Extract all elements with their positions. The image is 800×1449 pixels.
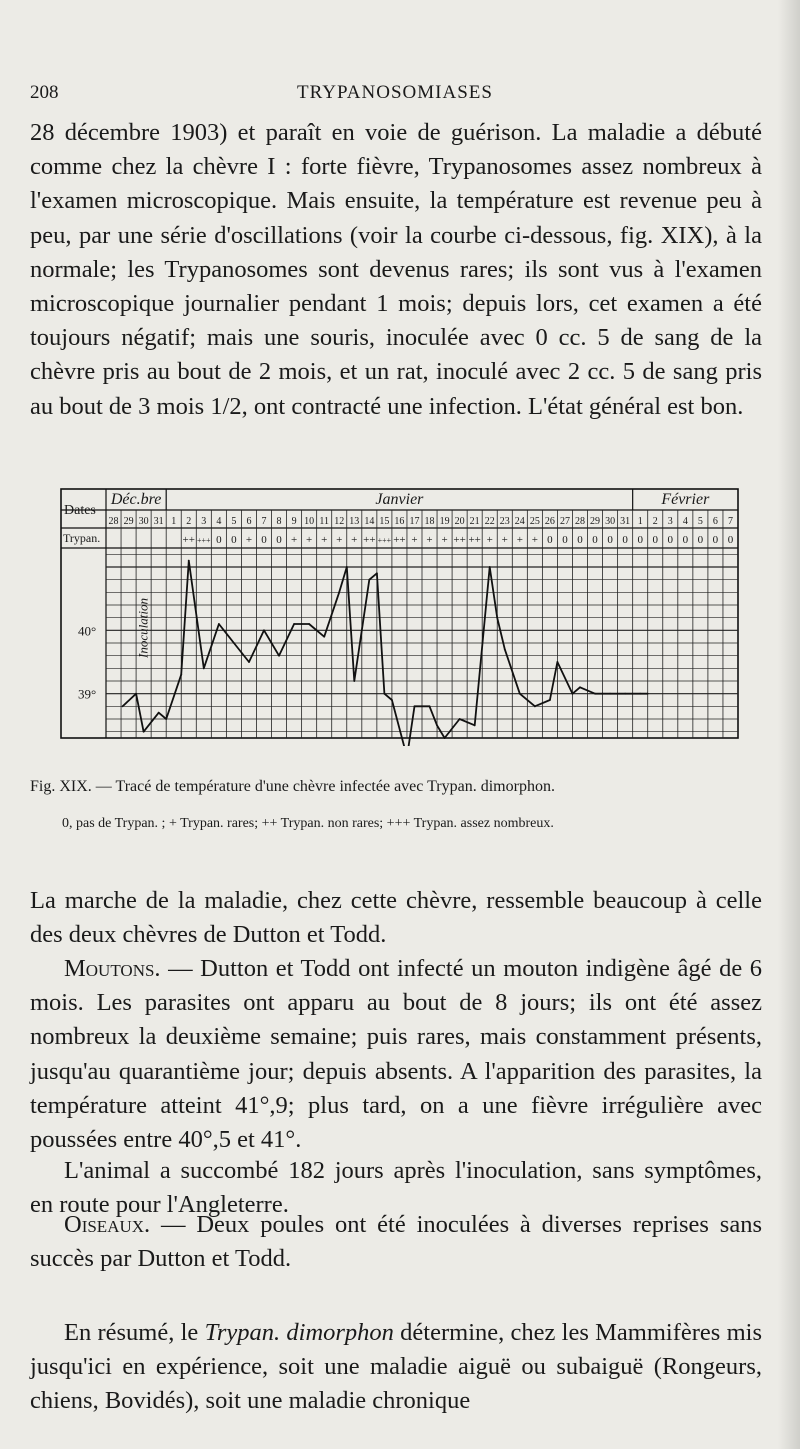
day-label: 30 bbox=[605, 516, 616, 527]
day-label: 29 bbox=[590, 516, 601, 527]
trypan-mark: 0 bbox=[592, 534, 598, 546]
section-lead-moutons: Moutons. bbox=[64, 955, 161, 982]
trypan-mark: 0 bbox=[276, 534, 282, 546]
day-label: 14 bbox=[364, 516, 375, 527]
day-label: 2 bbox=[652, 516, 658, 527]
paragraph-5-text: — Deux poules ont été inoculées à diverses reprises sans succès par Dutton et Todd. bbox=[30, 1211, 762, 1273]
trypan-mark: 0 bbox=[562, 534, 568, 546]
trypan-mark: + bbox=[486, 534, 493, 546]
paragraph-3-text: — Dutton et Todd ont infecté un mouton indigène âgé de 6 mois. Les parasites ont apparu au bout de 8 jours; ils ont été assez nombreux la deuxième semaine; puis rares, mais constamment présents, jusqu'au quarantième jour; depuis absents. A l'apparition des parasites, la température atteint 41°,9; plus tard, on a une fièvre irrégulière avec poussées entre 40°,5 et 41°. bbox=[30, 955, 762, 1154]
trypan-mark: 0 bbox=[727, 534, 734, 546]
temperature-line bbox=[123, 561, 648, 746]
day-label: 2 bbox=[186, 516, 192, 527]
day-label: 21 bbox=[469, 516, 480, 527]
trypan-mark: +++ bbox=[197, 536, 211, 545]
paragraph-1: 28 décembre 1903) et paraît en voie de guérison. La maladie a débuté comme chez la chèvre I : forte fièvre, Trypanosomes assez nombreux à l'examen microscopique. Mais ensuite, la température est revenue peu à peu, par une série d'oscillations (voir la courbe ci-dessous, fig. XIX), à la normale; les Trypanosomes sont devenus rares; ils sont vus à l'examen microscopique journalier pendant 1 mois; depuis lors, cet examen a été toujours négatif; mais une souris, inoculée avec 0 cc. 5 de sang de la chèvre pris au bout de 2 mois, et un rat, inoculé avec 2 cc. 5 de sang pris au bout de 3 mois 1/2, ont contracté une infection. L'état général est bon. bbox=[30, 119, 762, 420]
temperature-point bbox=[414, 705, 416, 707]
temperature-point bbox=[579, 686, 581, 688]
trypan-mark: ++ bbox=[363, 534, 376, 546]
trypan-mark: ++ bbox=[182, 534, 195, 546]
figure-legend: 0, pas de Trypan. ; + Trypan. rares; ++ Trypan. non rares; +++ Trypan. assez nombreux. bbox=[62, 816, 554, 831]
temperature-point bbox=[308, 623, 310, 625]
temperature-point bbox=[323, 636, 325, 638]
temperature-point bbox=[122, 705, 124, 707]
temperature-point bbox=[519, 693, 521, 695]
day-label: 30 bbox=[138, 516, 149, 527]
paragraph-4: L'animal a succombé 182 jours après l'inoculation, sans symptômes, en route pour l'Angleterre. bbox=[30, 1157, 762, 1219]
page-header bbox=[30, 82, 760, 106]
day-label: 7 bbox=[261, 516, 267, 527]
trypan-mark: ++ bbox=[393, 534, 406, 546]
temperature-point bbox=[368, 579, 370, 581]
month-label: Février bbox=[661, 491, 710, 508]
day-label: 28 bbox=[108, 516, 119, 527]
trypan-mark: 0 bbox=[261, 534, 267, 546]
day-label: 12 bbox=[334, 516, 345, 527]
day-label: 3 bbox=[201, 516, 207, 527]
paragraph-3 bbox=[30, 952, 762, 1157]
temperature-point bbox=[444, 737, 446, 739]
day-label: 5 bbox=[231, 516, 237, 527]
temperature-point bbox=[496, 617, 498, 619]
day-label: 26 bbox=[544, 516, 555, 527]
trypan-mark: + bbox=[411, 534, 418, 546]
day-label: 3 bbox=[667, 516, 673, 527]
temperature-point bbox=[534, 705, 536, 707]
trypan-mark: + bbox=[336, 534, 343, 546]
day-label: 6 bbox=[712, 516, 718, 527]
trypan-mark: + bbox=[516, 534, 523, 546]
trypan-mark: + bbox=[426, 534, 433, 546]
trypan-mark: 0 bbox=[622, 534, 628, 546]
temperature-point bbox=[263, 629, 265, 631]
day-label: 18 bbox=[424, 516, 435, 527]
temperature-point bbox=[429, 705, 431, 707]
day-label: 24 bbox=[514, 516, 525, 527]
temperature-point bbox=[301, 623, 303, 625]
temperature-point bbox=[624, 693, 626, 695]
running-title: TRYPANOSOMIASES bbox=[297, 82, 493, 103]
trypan-mark: 0 bbox=[637, 534, 643, 546]
temperature-point bbox=[436, 724, 438, 726]
species-name: Trypan. dimorphon bbox=[204, 1319, 394, 1346]
day-label: 28 bbox=[575, 516, 585, 527]
trypan-mark: + bbox=[531, 534, 538, 546]
trypan-mark: 0 bbox=[697, 534, 704, 546]
paragraph-6 bbox=[30, 1316, 762, 1419]
temperature-chart bbox=[60, 488, 742, 746]
figure-caption: Fig. XIX. — Tracé de température d'une chèvre infectée avec Trypan. dimorphon. bbox=[30, 778, 555, 795]
temperature-point bbox=[346, 566, 348, 568]
day-label: 25 bbox=[529, 516, 540, 527]
day-label: 17 bbox=[409, 516, 420, 527]
temperature-point bbox=[549, 699, 551, 701]
temperature-point bbox=[293, 623, 295, 625]
temperature-point bbox=[143, 731, 145, 733]
month-label: Janvier bbox=[375, 491, 424, 508]
temperature-point bbox=[353, 680, 355, 682]
page-edge-shadow bbox=[778, 0, 800, 1449]
paragraph-2: La marche de la maladie, chez cette chèvre, ressemble beaucoup à celle des deux chèvres de Dutton et Todd. bbox=[30, 887, 762, 949]
temperature-point bbox=[647, 693, 649, 695]
day-label: 13 bbox=[349, 516, 360, 527]
trypan-mark: + bbox=[351, 534, 358, 546]
day-label: 11 bbox=[319, 516, 330, 527]
trypan-mark: + bbox=[321, 534, 328, 546]
day-label: 1 bbox=[171, 516, 177, 527]
day-label: 31 bbox=[153, 516, 164, 527]
day-label: 10 bbox=[304, 516, 315, 527]
temperature-point bbox=[180, 674, 182, 676]
trypan-mark: 0 bbox=[652, 534, 658, 546]
temperature-point bbox=[278, 655, 280, 657]
day-label: 15 bbox=[379, 516, 390, 527]
trypan-mark: + bbox=[501, 534, 508, 546]
day-label: 16 bbox=[394, 516, 405, 527]
y-tick-label: 40° bbox=[78, 623, 97, 639]
trypan-mark: + bbox=[290, 534, 298, 546]
temperature-point bbox=[203, 667, 205, 669]
paragraph-6-c: détermine, chez les Mammifères mis jusqu'ici en expérience, soit une maladie aiguë ou subaiguë (Rongeurs, chiens, Bovidés), soit une maladie chronique bbox=[30, 1319, 762, 1415]
temperature-point bbox=[165, 718, 167, 720]
trypan-mark: 0 bbox=[712, 534, 719, 546]
day-label: 4 bbox=[682, 516, 688, 527]
month-label: Déc.bre bbox=[110, 491, 162, 508]
temperature-point bbox=[489, 566, 491, 568]
trypan-mark: ++ bbox=[468, 534, 481, 546]
inoculation-annotation: Inoculation bbox=[135, 598, 151, 658]
section-lead-oiseaux: Oiseaux. bbox=[64, 1211, 151, 1238]
day-label: 23 bbox=[499, 516, 510, 527]
temperature-point bbox=[391, 699, 393, 701]
temperature-point bbox=[602, 693, 604, 695]
temperature-point bbox=[233, 642, 235, 644]
trypan-mark: 0 bbox=[547, 534, 553, 546]
row-label-dates: Dates bbox=[64, 503, 96, 518]
trypan-mark: 0 bbox=[577, 534, 583, 546]
trypan-mark: 0 bbox=[231, 534, 237, 546]
day-label: 4 bbox=[216, 516, 222, 527]
trypan-mark: + bbox=[245, 534, 253, 546]
temperature-point bbox=[459, 718, 461, 720]
temperature-point bbox=[376, 572, 378, 574]
y-tick-label: 39° bbox=[78, 686, 97, 702]
trypan-mark: 0 bbox=[216, 534, 222, 546]
trypan-mark: + bbox=[441, 534, 448, 546]
day-label: 8 bbox=[276, 516, 282, 527]
page-number: 208 bbox=[30, 82, 59, 103]
paragraph-6-a: En résumé, le bbox=[64, 1319, 205, 1346]
day-label: 1 bbox=[637, 516, 643, 527]
paragraph-5 bbox=[30, 1208, 762, 1276]
day-label: 22 bbox=[484, 516, 495, 527]
temperature-point bbox=[639, 693, 641, 695]
day-label: 9 bbox=[291, 516, 297, 527]
row-label-trypan: Trypan. bbox=[63, 531, 101, 545]
trypan-mark: 0 bbox=[607, 534, 613, 546]
trypan-mark: +++ bbox=[377, 536, 392, 545]
temperature-point bbox=[338, 591, 340, 593]
trypan-mark: 0 bbox=[682, 534, 689, 546]
temperature-point bbox=[504, 648, 506, 650]
day-label: 27 bbox=[559, 516, 570, 527]
day-label: 6 bbox=[246, 516, 252, 527]
day-label: 5 bbox=[697, 516, 703, 527]
day-label: 31 bbox=[620, 516, 631, 527]
trypan-mark: + bbox=[306, 534, 313, 546]
day-label: 7 bbox=[727, 516, 733, 527]
day-label: 29 bbox=[123, 516, 134, 527]
trypan-mark: ++ bbox=[453, 534, 466, 546]
temperature-point bbox=[218, 623, 220, 625]
day-label: 20 bbox=[454, 516, 465, 527]
trypan-mark: 0 bbox=[667, 534, 674, 546]
temperature-point bbox=[594, 693, 596, 695]
temperature-point bbox=[158, 712, 160, 714]
temperature-point bbox=[557, 661, 559, 663]
temperature-point bbox=[188, 560, 190, 562]
temperature-point bbox=[248, 661, 250, 663]
temperature-point bbox=[383, 693, 385, 695]
temperature-point bbox=[135, 693, 137, 695]
day-label: 19 bbox=[439, 516, 450, 527]
temperature-point bbox=[572, 693, 574, 695]
temperature-point bbox=[474, 724, 476, 726]
temperature-point bbox=[609, 693, 611, 695]
